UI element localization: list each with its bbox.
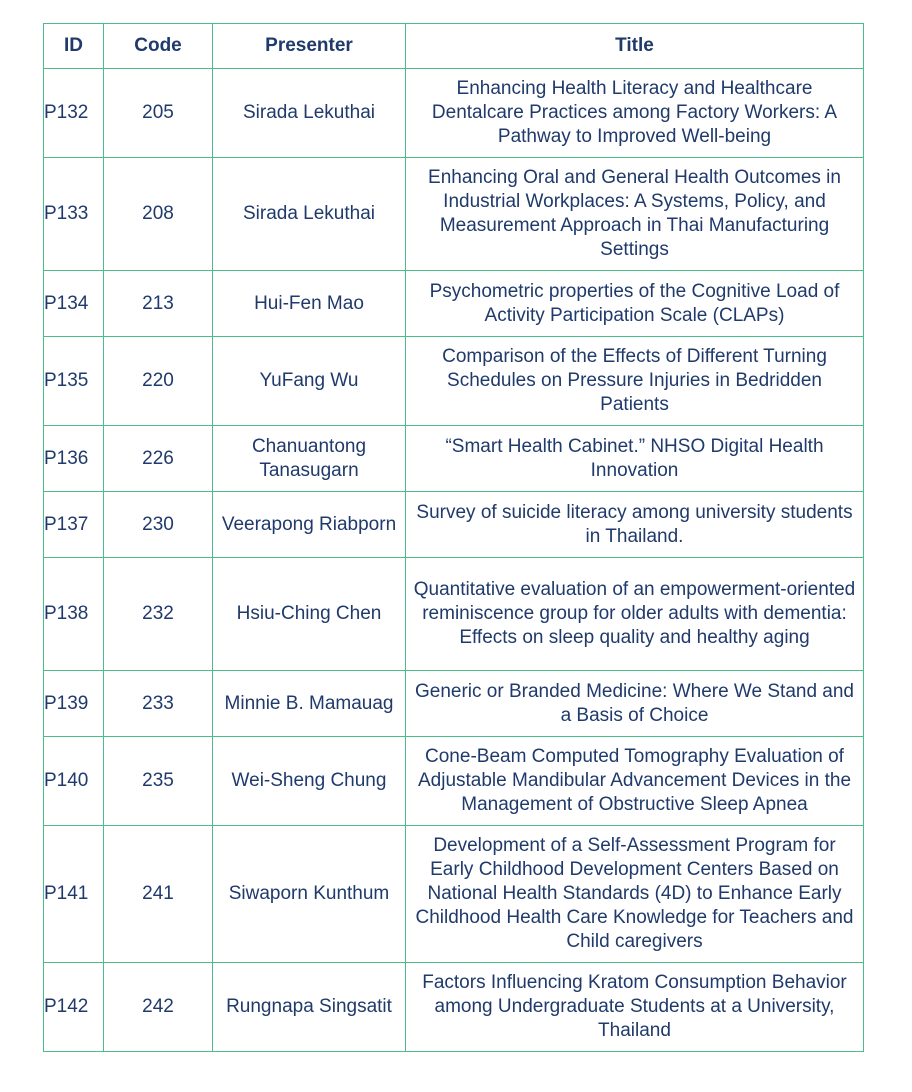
cell-code: 241 [104,826,213,963]
cell-id: P141 [44,826,104,963]
cell-title: “Smart Health Cabinet.” NHSO Digital Health Innovation [406,426,864,492]
header-title: Title [406,24,864,69]
table-row [44,337,864,426]
cell-title: Development of a Self-Assessment Program for Early Childhood Development Centers Based on National Health Standards (4D) to Enhance Early Childhood Health Care Knowledge for Teachers and Child caregivers [406,826,864,963]
cell-code: 213 [104,271,213,337]
cell-title: Comparison of the Effects of Different Turning Schedules on Pressure Injuries in Bedridden Patients [406,337,864,426]
cell-title: Cone-Beam Computed Tomography Evaluation of Adjustable Mandibular Advancement Devices in the Management of Obstructive Sleep Apnea [406,737,864,826]
cell-presenter: Wei-Sheng Chung [213,737,406,826]
cell-id: P136 [44,426,104,492]
cell-title: Enhancing Oral and General Health Outcomes in Industrial Workplaces: A Systems, Policy, and Measurement Approach in Thai Manufacturing Settings [406,158,864,271]
cell-id: P132 [44,69,104,158]
cell-title: Factors Influencing Kratom Consumption Behavior among Undergraduate Students at a University, Thailand [406,963,864,1052]
cell-code: 205 [104,69,213,158]
table-row [44,271,864,337]
cell-presenter: Hsiu-Ching Chen [213,558,406,671]
table-row [44,671,864,737]
cell-presenter: Sirada Lekuthai [213,69,406,158]
cell-presenter: Hui-Fen Mao [213,271,406,337]
cell-title: Survey of suicide literacy among university students in Thailand. [406,492,864,558]
cell-code: 233 [104,671,213,737]
cell-presenter: Siwaporn Kunthum [213,826,406,963]
cell-code: 230 [104,492,213,558]
cell-id: P138 [44,558,104,671]
cell-id: P137 [44,492,104,558]
header-presenter: Presenter [213,24,406,69]
table-row [44,492,864,558]
cell-code: 242 [104,963,213,1052]
cell-title: Enhancing Health Literacy and Healthcare Dentalcare Practices among Factory Workers: A Pathway to Improved Well-being [406,69,864,158]
cell-title: Psychometric properties of the Cognitive Load of Activity Participation Scale (CLAPs) [406,271,864,337]
cell-id: P142 [44,963,104,1052]
cell-presenter: Chanuantong Tanasugarn [213,426,406,492]
cell-code: 220 [104,337,213,426]
cell-title: Generic or Branded Medicine: Where We Stand and a Basis of Choice [406,671,864,737]
cell-id: P133 [44,158,104,271]
cell-title: Quantitative evaluation of an empowerment-oriented reminiscence group for older adults with dementia: Effects on sleep quality and healthy aging [406,558,864,671]
table-row [44,158,864,271]
table-row [44,558,864,671]
header-code: Code [104,24,213,69]
header-row [44,24,864,69]
cell-code: 226 [104,426,213,492]
cell-presenter: Sirada Lekuthai [213,158,406,271]
cell-code: 208 [104,158,213,271]
table-row [44,963,864,1052]
cell-presenter: YuFang Wu [213,337,406,426]
cell-id: P139 [44,671,104,737]
cell-presenter: Rungnapa Singsatit [213,963,406,1052]
cell-code: 235 [104,737,213,826]
table-row [44,426,864,492]
header-id: ID [44,24,104,69]
table-row [44,737,864,826]
cell-code: 232 [104,558,213,671]
cell-id: P135 [44,337,104,426]
cell-presenter: Veerapong Riabporn [213,492,406,558]
cell-id: P140 [44,737,104,826]
table-row [44,826,864,963]
cell-id: P134 [44,271,104,337]
presentation-table [43,23,864,1052]
table-row [44,69,864,158]
cell-presenter: Minnie B. Mamauag [213,671,406,737]
